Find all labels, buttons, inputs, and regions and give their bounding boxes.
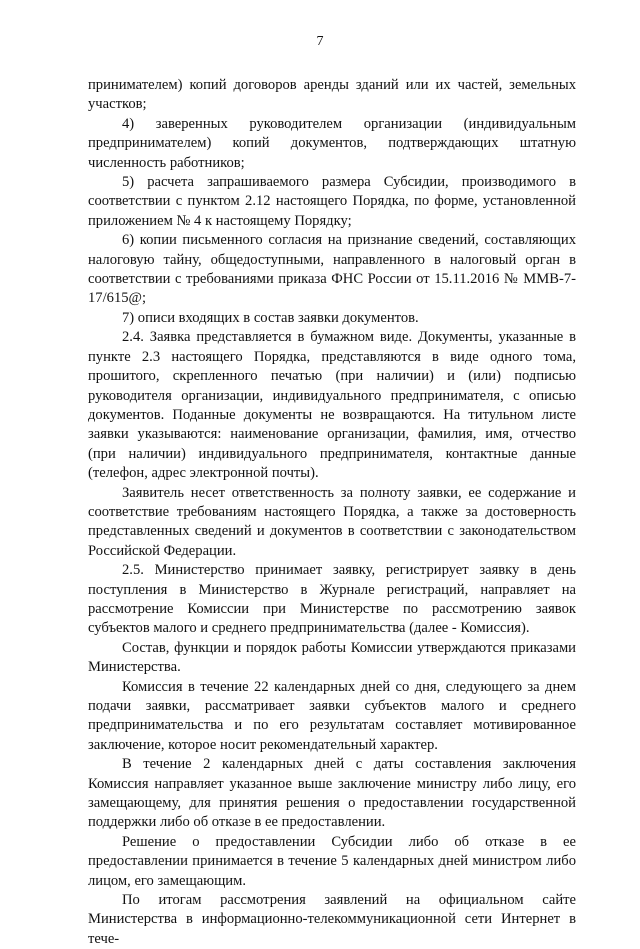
paragraph-continuation: принимателем) копий договоров аренды зданий или их частей, земельных участков; <box>88 77 576 113</box>
clause-2-4: 2.4. Заявка представляется в бумажном виде. Документы, указанные в пункте 2.3 настоящего Порядка, представляются в виде одного тома, прошитого, скрепленного печатью (при наличии) и (или) подписью руководителя организации, индивидуального предпринимателя, с описью документов. Поданные документы не возвращаются. На титульном листе заявки указываются: наименование организации, фамилия, имя, отчество (при наличии) индивидуального предпринимателя, контактные данные (телефон, адрес электронной почты). <box>88 329 576 482</box>
clause-2-5: 2.5. Министерство принимает заявку, регистрирует заявку в день поступления в Министерство в Журнале регистраций, направляет на рассмотрение Комиссии при Министерстве по рассмотрению заявок субъектов малого и среднего предпринимательства (далее - Комиссия). <box>88 562 576 637</box>
applicant-responsibility-paragraph: Заявитель несет ответственность за полноту заявки, ее содержание и соответствие требованиям настоящего Порядка, а также за достоверность представленных сведений и документов в соответствии с законодательством Российской Федерации. <box>88 484 576 559</box>
commission-review-paragraph: Комиссия в течение 22 календарных дней со дня, следующего за днем подачи заявки, рассматривает заявки субъектов малого и среднего предпринимательства и по его результатам составляет мотивированное заключение, которое носит рекомендательный характер. <box>88 678 576 753</box>
list-item-7: 7) описи входящих в состав заявки документов. <box>122 309 419 326</box>
conclusion-forwarding-paragraph: В течение 2 календарных дней с даты составления заключения Комиссия направляет указанное выше заключение министру либо лицу, его замещающему, для принятия решения о предоставлении государственной поддержки либо об отказе в ее предоставлении. <box>88 756 576 831</box>
list-item-5: 5) расчета запрашиваемого размера Субсидии, производимого в соответствии с пунктом 2.12 настоящего Порядка, по форме, установленной приложением № 4 к настоящему Порядку; <box>88 174 576 229</box>
results-publication-paragraph: По итогам рассмотрения заявлений на официальном сайте Министерства в информационно-телекоммуникационной сети Интернет в тече- <box>88 892 576 947</box>
subsidy-decision-paragraph: Решение о предоставлении Субсидии либо об отказе в ее предоставлении принимается в течение 5 календарных дней министром либо лицом, его замещающим. <box>88 833 576 889</box>
document-body <box>88 76 576 949</box>
list-item-4: 4) заверенных руководителем организации (индивидуальным предпринимателем) копий документов, подтверждающих штатную численность работников; <box>88 115 576 171</box>
page-number: 7 <box>316 34 324 49</box>
commission-composition-paragraph: Состав, функции и порядок работы Комиссии утверждаются приказами Министерства. <box>88 639 576 676</box>
list-item-6: 6) копии письменного согласия на признание сведений, составляющих налоговую тайну, общедоступными, направленного в налоговый орган в соответствии с требованиями приказа ФНС России от 15.11.2016 № ММВ-7-17/615@; <box>88 232 576 307</box>
